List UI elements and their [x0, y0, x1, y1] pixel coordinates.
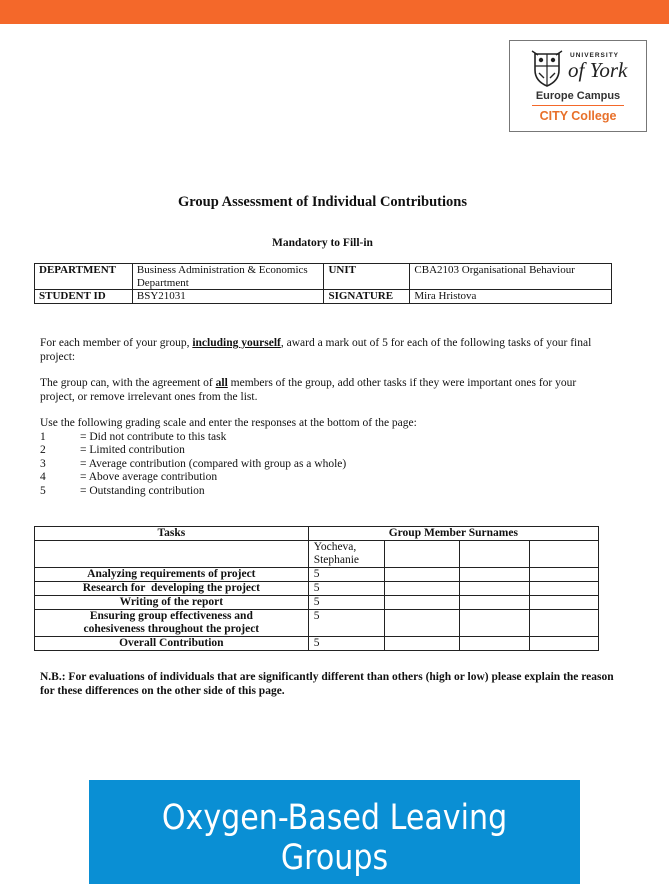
- department-value: Business Administration & Economics Department: [132, 264, 324, 290]
- signature-label: SIGNATURE: [324, 290, 410, 304]
- city-college-label: CITY College: [539, 109, 617, 123]
- university-label: UNIVERSITY: [570, 52, 620, 59]
- score-cell: 5: [308, 596, 384, 610]
- york-crest-icon: [530, 48, 564, 88]
- score-cell: [384, 568, 460, 582]
- score-cell: [460, 568, 530, 582]
- scale-number: 5: [40, 484, 46, 497]
- scale-number: 2: [40, 444, 46, 456]
- score-cell: 5: [308, 610, 384, 637]
- member-name-3: [460, 541, 530, 568]
- scale-number: 4: [40, 471, 46, 483]
- scale-row: [40, 444, 610, 458]
- score-cell: [460, 637, 530, 651]
- scale-description: = Limited contribution: [80, 444, 185, 456]
- scale-description: = Did not contribute to this task: [80, 430, 227, 443]
- task-name: Overall Contribution: [35, 637, 309, 651]
- member-name-1: Yocheva, Stephanie: [308, 541, 384, 568]
- task-name: Ensuring group effectiveness and cohesiveness throughout the project: [35, 610, 309, 637]
- p2-emphasis: all: [215, 377, 228, 389]
- scale-row: [40, 458, 610, 472]
- grading-scale-intro: Use the following grading scale and enter the responses at the bottom of the page:: [40, 417, 417, 429]
- score-cell: [530, 637, 599, 651]
- score-cell: [530, 610, 599, 637]
- department-label: DEPARTMENT: [35, 264, 133, 290]
- empty-cell: [35, 541, 309, 568]
- score-cell: [384, 582, 460, 596]
- scale-row: [40, 471, 610, 485]
- member-name-4: [530, 541, 599, 568]
- task-assessment-table: [34, 526, 599, 651]
- p1-emphasis: including yourself: [192, 337, 281, 349]
- table-row: [35, 596, 599, 610]
- task-name: Writing of the report: [35, 596, 309, 610]
- p2-text-start: The group can, with the agreement of: [40, 377, 216, 389]
- top-accent-bar: [0, 0, 669, 24]
- of-york-wordmark: of York: [568, 58, 628, 82]
- nb-note: N.B.: For evaluations of individuals that are significantly different than others (high or low) please explain the reason for these differences on the other side of this page.: [40, 671, 614, 697]
- scale-number: 3: [40, 457, 46, 470]
- unit-label: UNIT: [324, 264, 410, 290]
- logo-divider: [532, 105, 624, 106]
- info-row-student: [35, 290, 612, 304]
- scale-row: [40, 485, 610, 499]
- banner-title: Oxygen-Based Leaving Groups: [161, 798, 508, 878]
- score-cell: [384, 610, 460, 637]
- table-row: [35, 582, 599, 596]
- p1-text-start: For each member of your group,: [40, 337, 193, 349]
- table-row: [35, 637, 599, 651]
- info-row-department: [35, 264, 612, 290]
- title-banner: [89, 780, 580, 884]
- score-cell: 5: [308, 582, 384, 596]
- mandatory-note: Mandatory to Fill-in: [272, 237, 373, 249]
- score-cell: [460, 596, 530, 610]
- score-cell: [530, 596, 599, 610]
- table-row: [35, 610, 599, 637]
- score-cell: 5: [308, 568, 384, 582]
- score-cell: 5: [308, 637, 384, 651]
- score-cell: [384, 596, 460, 610]
- member-name-2: [384, 541, 460, 568]
- task-name: Research for developing the project: [35, 582, 309, 596]
- task-name: Analyzing requirements of project: [35, 568, 309, 582]
- scale-description: = Outstanding contribution: [80, 484, 205, 497]
- p1-text-end: , award a mark out of 5 for each of the following tasks of your final project:: [40, 337, 592, 363]
- table-header-row: [35, 527, 599, 541]
- tasks-column-header: Tasks: [35, 527, 309, 541]
- score-cell: [530, 568, 599, 582]
- member-names-row: [35, 541, 599, 568]
- student-id-label: STUDENT ID: [35, 290, 133, 304]
- score-cell: [460, 610, 530, 637]
- scale-number: 1: [40, 430, 46, 443]
- unit-value: CBA2103 Organisational Behaviour: [410, 264, 612, 290]
- score-cell: [530, 582, 599, 596]
- signature-value: Mira Hristova: [410, 290, 612, 304]
- table-row: [35, 568, 599, 582]
- student-id-value: BSY21031: [132, 290, 324, 304]
- instruction-paragraph-2: [40, 377, 610, 404]
- grading-scale: [40, 417, 610, 498]
- europe-campus-label: Europe Campus: [535, 90, 621, 102]
- score-cell: [384, 637, 460, 651]
- document-title: Group Assessment of Individual Contributions: [177, 194, 467, 210]
- score-cell: [460, 582, 530, 596]
- scale-description: = Average contribution (compared with group as a whole): [80, 457, 347, 470]
- scale-row: [40, 431, 610, 445]
- members-column-header: Group Member Surnames: [308, 527, 598, 541]
- university-logo: [509, 40, 647, 132]
- instruction-paragraph-1: [40, 337, 610, 364]
- scale-description: = Above average contribution: [80, 471, 218, 483]
- p2-text-end: members of the group, add other tasks if they were important ones for your project, or remove irrelevant ones from the list.: [40, 377, 577, 403]
- student-info-table: [34, 263, 612, 304]
